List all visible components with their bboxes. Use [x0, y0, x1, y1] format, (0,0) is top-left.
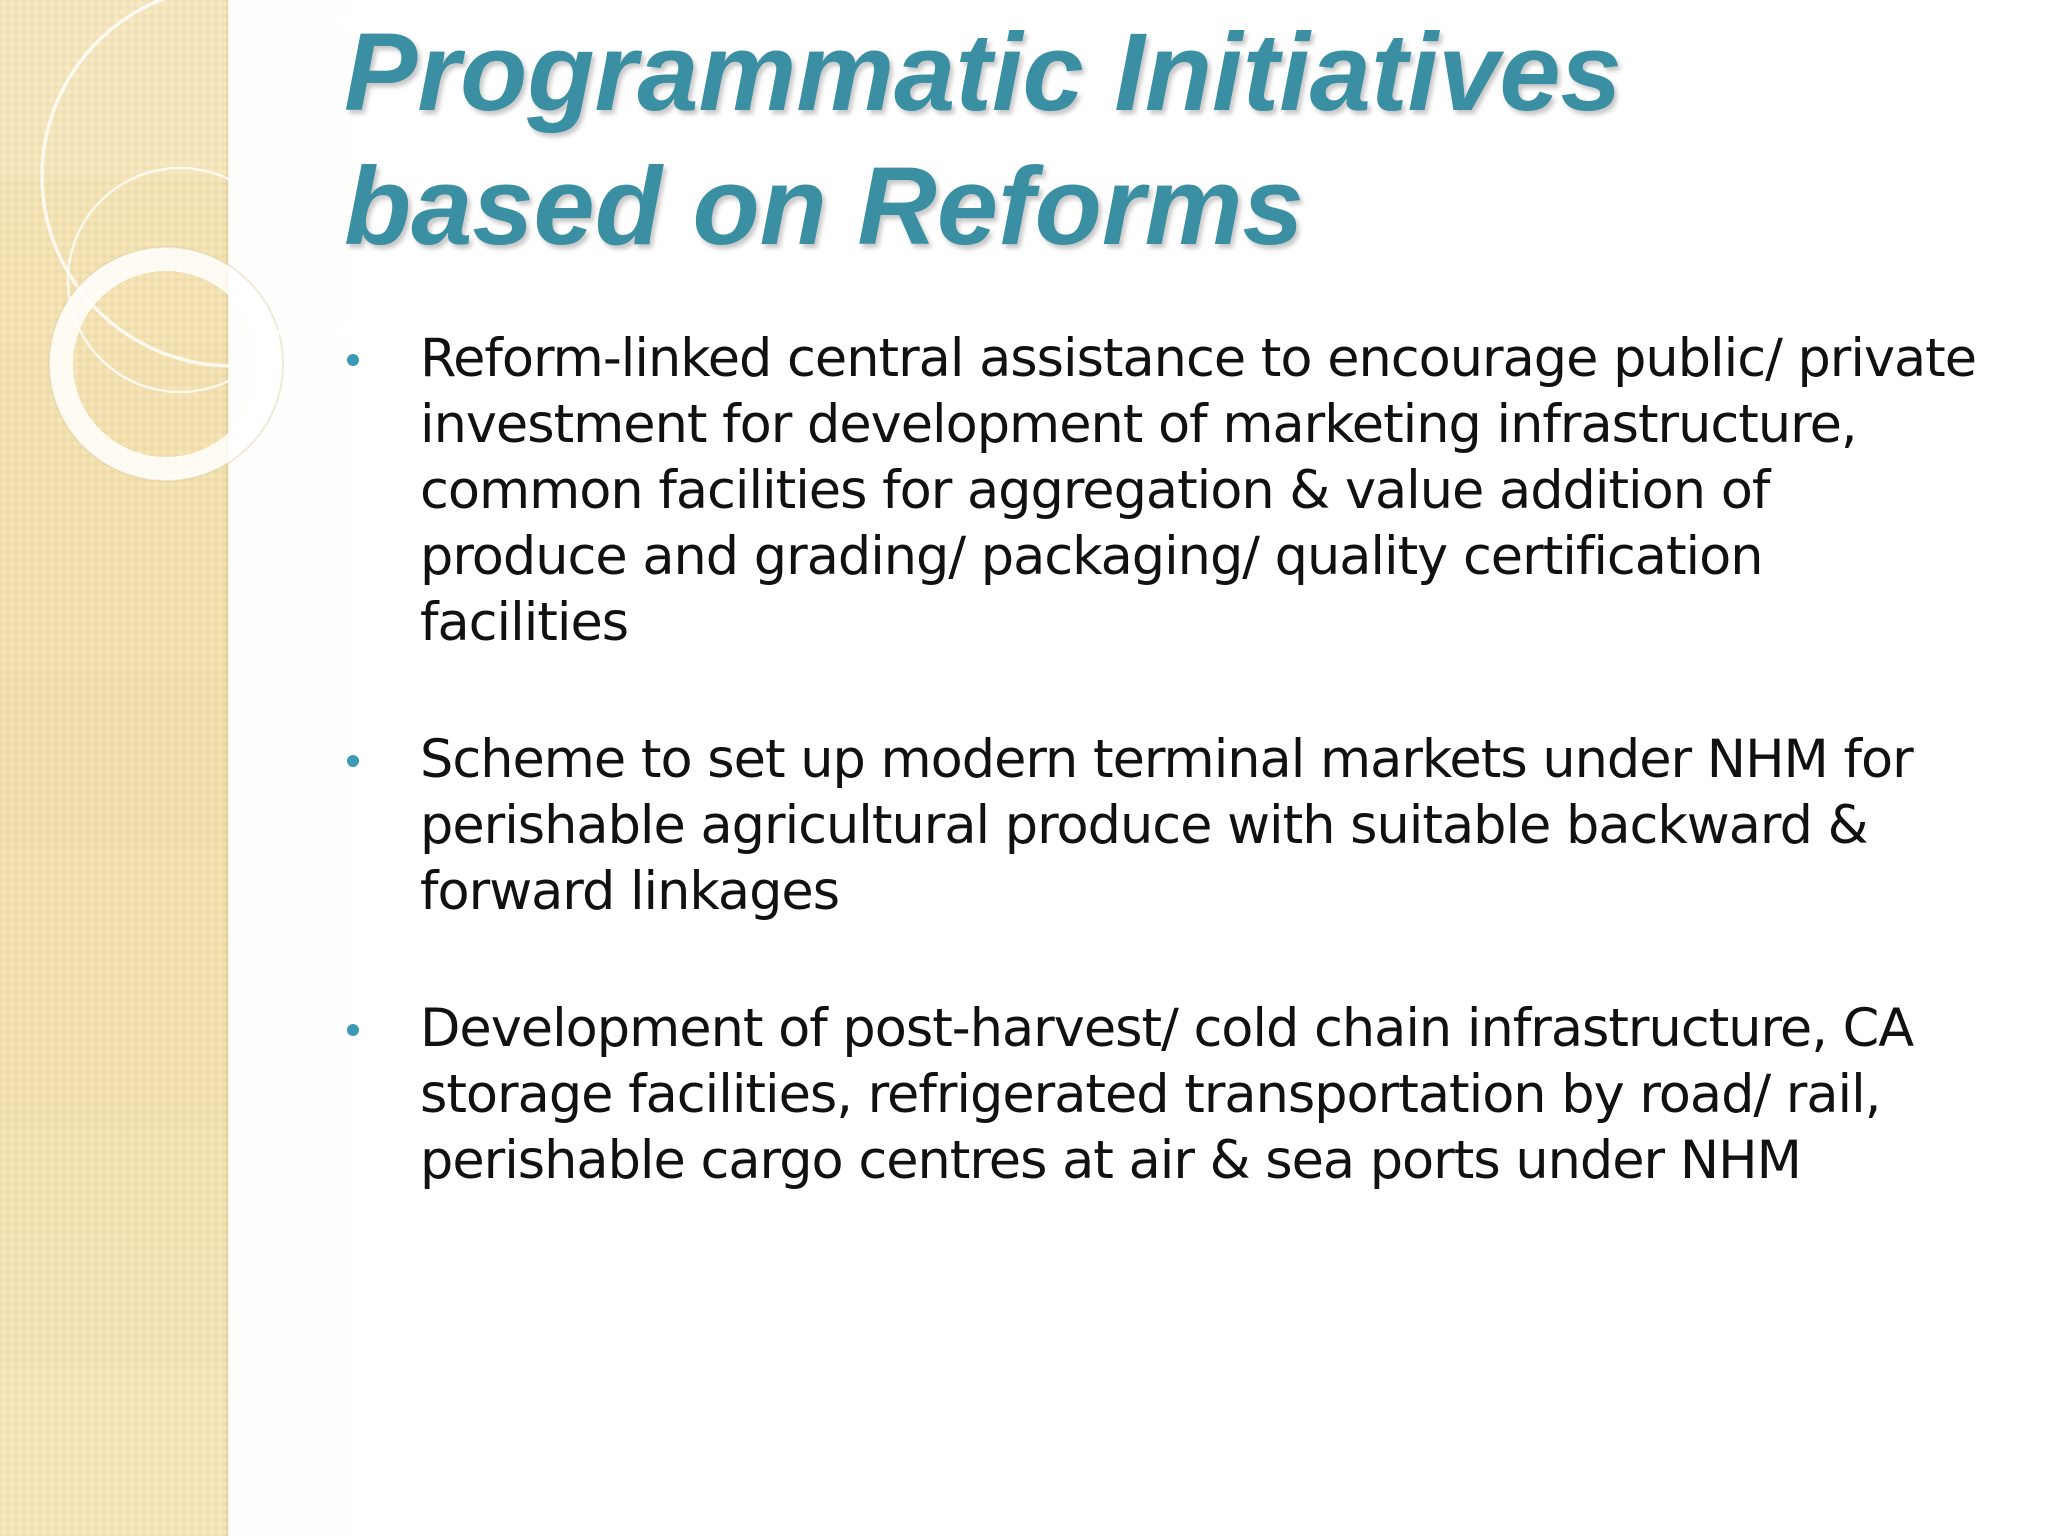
slide-title — [344, 6, 1964, 274]
bullet-item — [344, 326, 1984, 656]
bullet-text: Scheme to set up modern terminal markets under NHM for perishable agricultural produce with suitable backward & forward linkages — [420, 729, 1913, 922]
bullet-text: Reform-linked central assistance to encourage public/ private investment for development of marketing infrastructure, common facilities for aggregation & value addition of produce and grading/ packaging/ quality certification facilities — [420, 328, 1977, 653]
bullet-text: Development of post-harvest/ cold chain infrastructure, CA storage facilities, refrigerated transportation by road/ rail, perishable cargo centres at air & sea ports under NHM — [420, 998, 1914, 1191]
bullet-list — [344, 326, 1984, 1265]
bullet-dot-icon — [347, 1024, 359, 1036]
bullet-item — [344, 996, 1984, 1194]
decorative-ring-highlight — [0, 0, 228, 178]
decorative-ring-small — [61, 259, 271, 469]
bullet-dot-icon — [347, 755, 359, 767]
bullet-item — [344, 727, 1984, 925]
slide-title-line-1: Programmatic Initiatives — [344, 11, 1622, 134]
slide-title-line-2: based on Reforms — [344, 145, 1304, 268]
bullet-dot-icon — [347, 354, 359, 366]
